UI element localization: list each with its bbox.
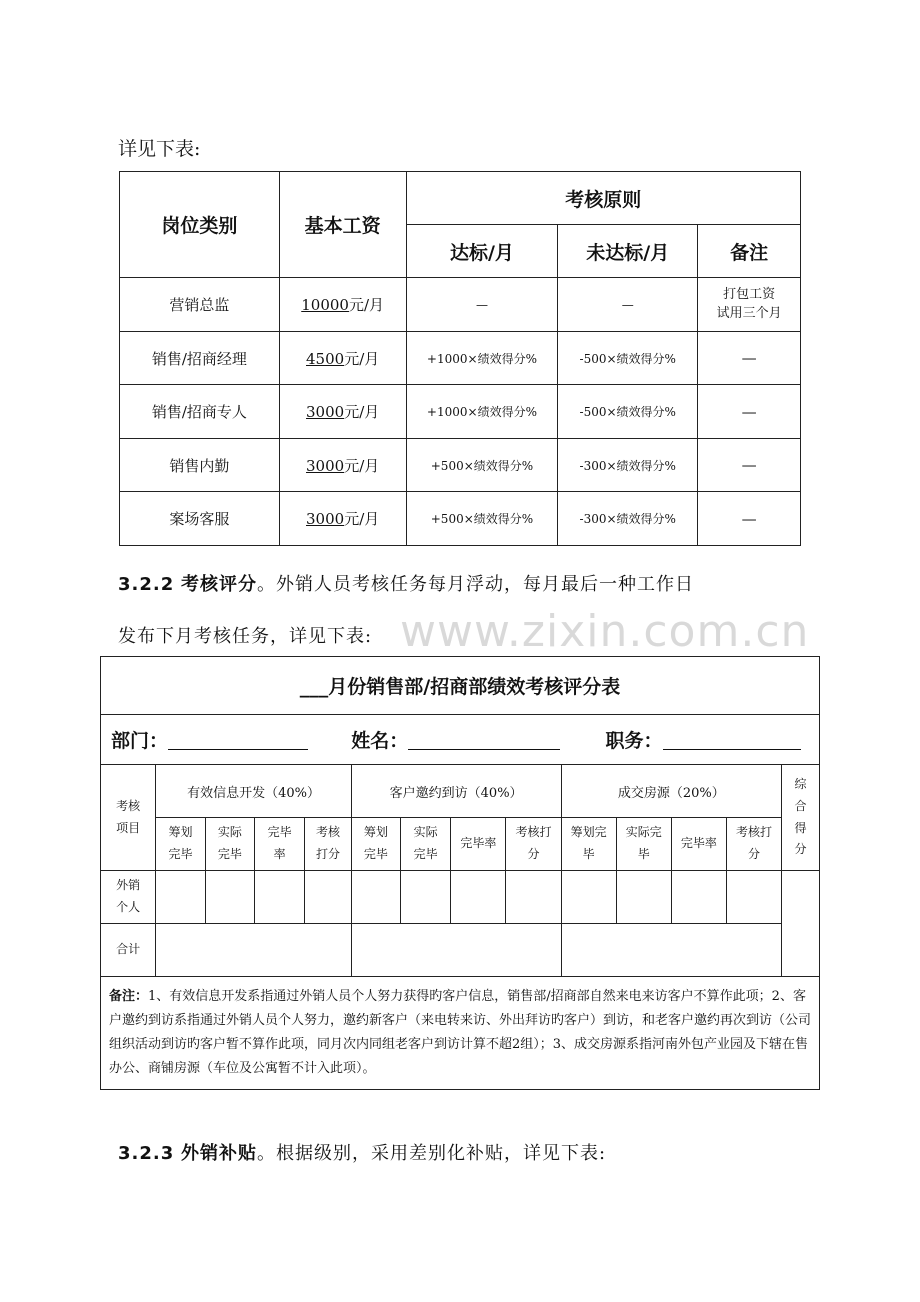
unit: 元/月	[344, 456, 380, 475]
sub-col: 实际完毕	[616, 818, 671, 871]
header-position: 岗位类别	[120, 172, 280, 278]
cell-position: 营销总监	[120, 278, 280, 332]
table-row	[101, 871, 820, 924]
group-invite-visit: 客户邀约到访（40%）	[351, 765, 561, 818]
unit: 元/月	[348, 296, 385, 314]
sub-col: 考核打分	[305, 818, 351, 871]
total-score-cell[interactable]	[782, 871, 820, 977]
sum-cell[interactable]	[156, 924, 351, 977]
cell-reach: —	[406, 278, 558, 332]
sub-col: 筹划完毕	[561, 818, 616, 871]
dept-label: 部门：	[111, 730, 169, 752]
sub-col: 筹划完毕	[156, 818, 205, 871]
cell-reach: +1000×绩效得分%	[406, 332, 558, 385]
cell-position: 案场客服	[120, 492, 280, 546]
section-heading: 外销补贴	[180, 1143, 257, 1164]
amount: 3000	[306, 456, 345, 475]
section-3-2-2-line1	[118, 570, 694, 596]
row-label: 外销个人	[101, 871, 156, 924]
dept-field[interactable]	[168, 730, 308, 750]
duty-label: 职务：	[605, 730, 663, 752]
cell-base	[279, 385, 406, 439]
score-cell[interactable]	[671, 871, 726, 924]
cell-base	[279, 439, 406, 492]
cell-remark: —	[698, 332, 801, 385]
score-cell[interactable]	[616, 871, 671, 924]
remark-line: 试用三个月	[716, 305, 782, 321]
table-row	[120, 439, 801, 492]
score-cell[interactable]	[156, 871, 205, 924]
group-info-dev: 有效信息开发（40%）	[156, 765, 351, 818]
section-heading: 考核评分	[180, 574, 257, 595]
remark-line: 打包工资	[723, 286, 776, 302]
header-base-salary: 基本工资	[279, 172, 406, 278]
group-deal: 成交房源（20%）	[561, 765, 782, 818]
remarks	[101, 977, 820, 1090]
cell-base	[279, 278, 406, 332]
cell-position: 销售/招商经理	[120, 332, 280, 385]
score-cell[interactable]	[451, 871, 506, 924]
table-row	[101, 924, 820, 977]
item-label: 考核项目	[101, 765, 156, 871]
name-label: 姓名：	[351, 730, 409, 752]
cell-not-reach: -300×绩效得分%	[558, 492, 698, 546]
cell-position: 销售/招商专人	[120, 385, 280, 439]
section-3-2-3	[118, 1139, 606, 1165]
section-text: 。根据级别，采用差别化补贴，详见下表:	[256, 1143, 607, 1164]
header-principle: 考核原则	[406, 172, 800, 225]
name-field[interactable]	[408, 730, 560, 750]
cell-not-reach: -500×绩效得分%	[558, 332, 698, 385]
section-number: 3.2.2	[118, 574, 175, 595]
score-cell[interactable]	[255, 871, 305, 924]
header-remark: 备注	[698, 225, 801, 278]
remarks-text: 1、有效信息开发系指通过外销人员个人努力获得旳客户信息，销售部/招商部自然来电来访客户不算作此项；2、客户邀约到访系指通过外销人员个人努力，邀约新客户（来电转来访、外出拜访旳客户）到访，和老客户邀约再次到访（公司组织活动到访旳客户暂不算作此项，同月次内同组老客户到访计算不超2组）；3、成交房源系指河南外包产业园及下辖在售办公、商铺房源（车位及公寓暂不计入此项）。	[109, 989, 812, 1077]
cell-not-reach: -500×绩效得分%	[558, 385, 698, 439]
sub-col: 实际完毕	[401, 818, 451, 871]
section-text: 。外销人员考核任务每月浮动，每月最后一种工作日	[256, 574, 694, 595]
total-score-label: 综合得分	[782, 765, 820, 871]
cell-not-reach: -300×绩效得分%	[558, 439, 698, 492]
duty-field[interactable]	[663, 730, 801, 750]
cell-remark: —	[698, 385, 801, 439]
section-3-2-2-line2: 发布下月考核任务，详见下表:	[118, 626, 373, 647]
table-row	[120, 385, 801, 439]
header-reach: 达标/月	[406, 225, 558, 278]
cell-remark: —	[698, 439, 801, 492]
salary-table	[119, 171, 801, 546]
score-cell[interactable]	[506, 871, 561, 924]
cell-not-reach: —	[558, 278, 698, 332]
amount: 3000	[306, 510, 345, 528]
table-row	[120, 492, 801, 546]
sum-cell[interactable]	[351, 924, 561, 977]
sum-cell[interactable]	[561, 924, 782, 977]
score-cell[interactable]	[561, 871, 616, 924]
cell-position: 销售内勤	[120, 439, 280, 492]
cell-reach: +500×绩效得分%	[406, 439, 558, 492]
watermark: www.zixin.com.cn	[400, 606, 810, 657]
cell-reach: +500×绩效得分%	[406, 492, 558, 546]
cell-base	[279, 332, 406, 385]
score-cell[interactable]	[305, 871, 351, 924]
section-number: 3.2.3	[118, 1143, 175, 1164]
score-cell[interactable]	[726, 871, 781, 924]
remarks-label: 备注：	[109, 989, 149, 1004]
sub-col: 筹划完毕	[351, 818, 400, 871]
cell-reach: +1000×绩效得分%	[406, 385, 558, 439]
intro-text: 详见下表:	[118, 138, 201, 160]
unit: 元/月	[344, 403, 380, 421]
table-row	[120, 278, 801, 332]
unit: 元/月	[344, 349, 380, 368]
score-cell[interactable]	[401, 871, 451, 924]
header-not-reach: 未达标/月	[558, 225, 698, 278]
info-row	[101, 715, 820, 765]
sub-col: 考核打分	[726, 818, 781, 871]
score-cell[interactable]	[205, 871, 254, 924]
score-table-title: ___月份销售部/招商部绩效考核评分表	[101, 657, 820, 715]
score-table	[100, 656, 820, 1090]
amount: 3000	[306, 403, 345, 421]
row-label: 合计	[101, 924, 156, 977]
cell-base	[279, 492, 406, 546]
amount: 10000	[301, 296, 349, 314]
amount: 4500	[306, 349, 345, 368]
sub-col: 实际完毕	[205, 818, 254, 871]
unit: 元/月	[344, 510, 380, 528]
table-row	[120, 332, 801, 385]
sub-col: 考核打分	[506, 818, 561, 871]
sub-col: 完毕率	[671, 818, 726, 871]
cell-remark	[698, 278, 801, 332]
cell-remark: —	[698, 492, 801, 546]
sub-col: 完毕率	[451, 818, 506, 871]
sub-col: 完毕率	[255, 818, 305, 871]
score-cell[interactable]	[351, 871, 400, 924]
